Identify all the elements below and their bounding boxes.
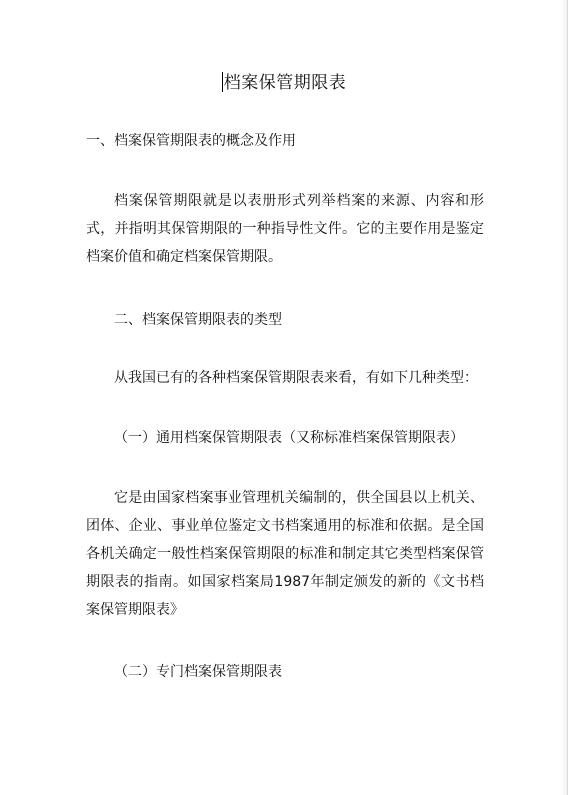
title-line [0,68,568,93]
section-paragraph-3[interactable]: 它是由国家档案事业管理机关编制的，供全国县以上机关、团体、企业、事业单位鉴定文书档案通用的标准和依据。是全国各机关确定一般性档案保管期限的标准和制定其它类型档案保管期限表的指南。如国家档案局1987年制定颁发的新的《文书档案保管期限表》 [86,490,484,618]
document-title[interactable]: 档案保管期限表 [223,73,347,93]
section-heading-4[interactable]: （二）专门档案保管期限表 [114,664,282,680]
text-cursor [222,72,223,92]
section-heading-1[interactable]: 一、档案保管期限表的概念及作用 [86,133,296,149]
section-heading-3[interactable]: （一）通用档案保管期限表（又称标准档案保管期限表） [114,430,464,446]
section-heading-2[interactable]: 二、档案保管期限表的类型 [114,312,282,328]
section-paragraph-1[interactable]: 档案保管期限就是以表册形式列举档案的来源、内容和形式，并指明其保管期限的一种指导性文件。它的主要作用是鉴定档案价值和确定档案保管期限。 [86,193,484,265]
section-paragraph-2[interactable]: 从我国已有的各种档案保管期限表来看，有如下几种类型： [114,370,478,386]
